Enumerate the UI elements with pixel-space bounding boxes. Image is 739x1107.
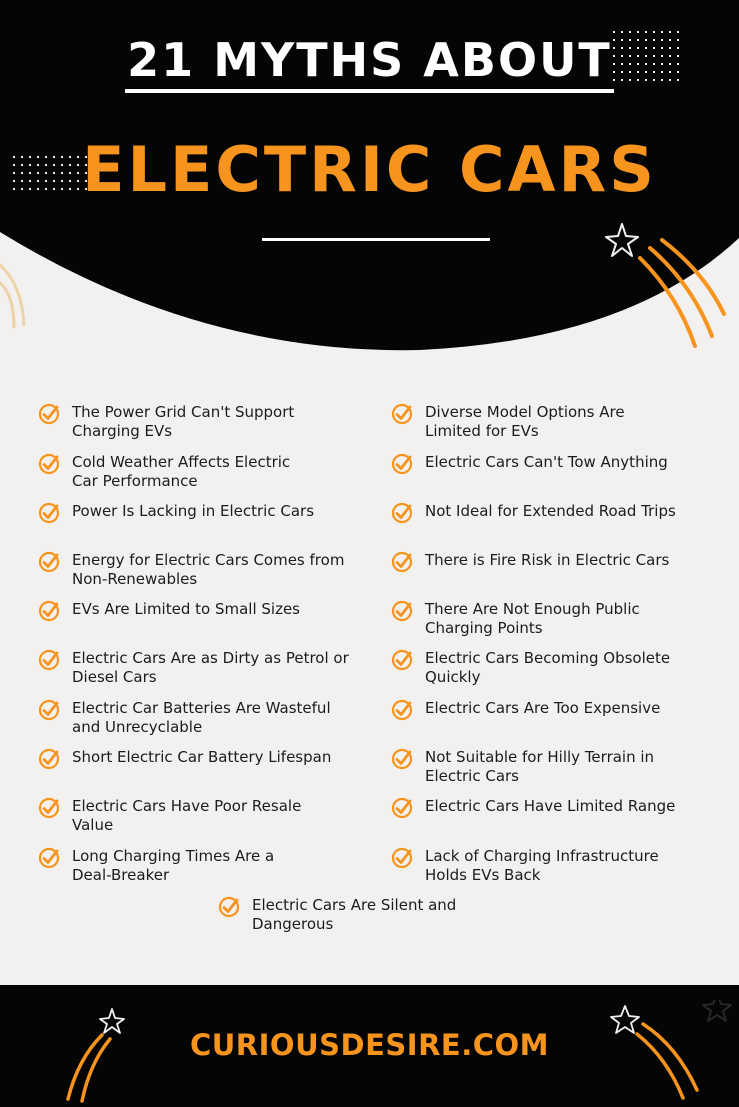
myth-item xyxy=(391,847,659,885)
myth-text-line1: EVs Are Limited to Small Sizes xyxy=(72,600,300,618)
check-circle-icon xyxy=(391,649,413,671)
decorative-arcs-left xyxy=(0,255,40,335)
myth-item xyxy=(38,403,294,441)
check-circle-icon xyxy=(391,847,413,869)
myth-text xyxy=(425,797,675,816)
myth-text-line2: Limited for EVs xyxy=(425,422,539,440)
myth-text xyxy=(72,403,294,441)
check-circle-icon xyxy=(38,600,60,622)
myth-text-line1: Electric Cars Can't Tow Anything xyxy=(425,453,668,471)
myth-item xyxy=(38,649,349,687)
myth-text xyxy=(72,600,300,619)
myth-text-line1: Not Ideal for Extended Road Trips xyxy=(425,502,676,520)
myth-item xyxy=(38,748,331,770)
myth-text-line1: Electric Cars Have Limited Range xyxy=(425,797,676,815)
check-circle-icon xyxy=(391,748,413,770)
myth-text-line1: There Are Not Enough Public xyxy=(425,600,640,618)
myth-item xyxy=(391,797,675,819)
myth-text xyxy=(425,748,654,786)
myth-item xyxy=(38,699,331,737)
myth-text-line1: Energy for Electric Cars Comes from xyxy=(72,551,345,569)
myth-text-line1: The Power Grid Can't Support xyxy=(72,403,295,421)
myth-text-line1: Short Electric Car Battery Lifespan xyxy=(72,748,332,766)
myth-text-line1: Electric Cars Are Too Expensive xyxy=(425,699,661,717)
myth-item xyxy=(391,453,668,475)
myth-text xyxy=(72,748,331,767)
check-circle-icon xyxy=(391,502,413,524)
check-circle-icon xyxy=(38,649,60,671)
myth-text-line1: Electric Cars Becoming Obsolete xyxy=(425,649,671,667)
myth-text xyxy=(252,896,456,934)
check-circle-icon xyxy=(38,797,60,819)
myth-item xyxy=(391,649,670,687)
myth-text xyxy=(72,502,314,521)
myth-text-line1: Not Suitable for Hilly Terrain in xyxy=(425,748,655,766)
myth-text xyxy=(425,551,669,570)
myth-text xyxy=(72,551,344,589)
myth-text xyxy=(425,847,659,885)
myth-text-line1: Electric Cars Are as Dirty as Petrol or xyxy=(72,649,349,667)
myth-text-line1: Cold Weather Affects Electric xyxy=(72,453,291,471)
myth-text-line1: Power Is Lacking in Electric Cars xyxy=(72,502,315,520)
myth-item xyxy=(391,551,669,573)
check-circle-icon xyxy=(38,847,60,869)
myth-item xyxy=(38,600,300,622)
myth-text xyxy=(72,847,274,885)
myth-text-line1: Diverse Model Options Are xyxy=(425,403,625,421)
myth-text-line2: Diesel Cars xyxy=(72,668,157,686)
site-name: CURIOUSDESIRE.COM xyxy=(189,1028,550,1062)
myth-item xyxy=(391,600,640,638)
myth-text-line1: Long Charging Times Are a xyxy=(72,847,275,865)
myth-text-line2: Quickly xyxy=(425,668,481,686)
myth-text xyxy=(425,600,640,638)
myth-text-line1: There is Fire Risk in Electric Cars xyxy=(425,551,670,569)
check-circle-icon xyxy=(38,502,60,524)
myth-item xyxy=(391,699,660,721)
myth-text xyxy=(425,453,668,472)
myth-text-line2: Electric Cars xyxy=(425,767,519,785)
myth-text xyxy=(425,649,670,687)
check-circle-icon xyxy=(391,797,413,819)
myth-text-line1: Electric Cars Are Silent and xyxy=(252,896,457,914)
myth-text-line1: Electric Car Batteries Are Wasteful xyxy=(72,699,331,717)
check-circle-icon xyxy=(38,699,60,721)
check-circle-icon xyxy=(38,551,60,573)
check-circle-icon xyxy=(391,699,413,721)
myth-text-line2: Car Performance xyxy=(72,472,198,490)
check-circle-icon xyxy=(391,551,413,573)
myth-item xyxy=(391,748,654,786)
myth-text-line2: and Unrecyclable xyxy=(72,718,203,736)
check-circle-icon xyxy=(391,403,413,425)
myth-item xyxy=(38,551,344,589)
myth-text xyxy=(72,649,349,687)
myth-text-line2: Deal-Breaker xyxy=(72,866,170,884)
myth-text xyxy=(72,797,301,835)
myth-text-line2: Non-Renewables xyxy=(72,570,198,588)
shooting-star-icon xyxy=(600,218,730,353)
myth-text-line2: Charging EVs xyxy=(72,422,173,440)
myth-text xyxy=(425,699,660,718)
check-circle-icon xyxy=(38,748,60,770)
check-circle-icon xyxy=(391,600,413,622)
check-circle-icon xyxy=(38,403,60,425)
myth-text xyxy=(425,502,676,521)
myth-item xyxy=(218,896,456,934)
check-circle-icon xyxy=(391,453,413,475)
myth-item xyxy=(38,502,314,524)
myth-item xyxy=(38,453,290,491)
check-circle-icon xyxy=(38,453,60,475)
title-line2: ELECTRIC CARS xyxy=(82,133,657,206)
myth-item xyxy=(391,403,625,441)
myth-text-line2: Holds EVs Back xyxy=(425,866,541,884)
check-circle-icon xyxy=(218,896,240,918)
myth-item xyxy=(391,502,676,524)
myth-text xyxy=(72,453,290,491)
title-line1: 21 MYTHS ABOUT xyxy=(0,30,739,90)
myth-text-line1: Electric Cars Have Poor Resale xyxy=(72,797,302,815)
myth-text xyxy=(72,699,331,737)
myth-text-line1: Lack of Charging Infrastructure xyxy=(425,847,659,865)
myth-item xyxy=(38,797,301,835)
myth-text-line2: Charging Points xyxy=(425,619,543,637)
myth-item xyxy=(38,847,274,885)
title-underline xyxy=(262,238,490,241)
myth-text-line2: Value xyxy=(72,816,114,834)
myth-text xyxy=(425,403,625,441)
myth-text-line2: Dangerous xyxy=(252,915,334,933)
